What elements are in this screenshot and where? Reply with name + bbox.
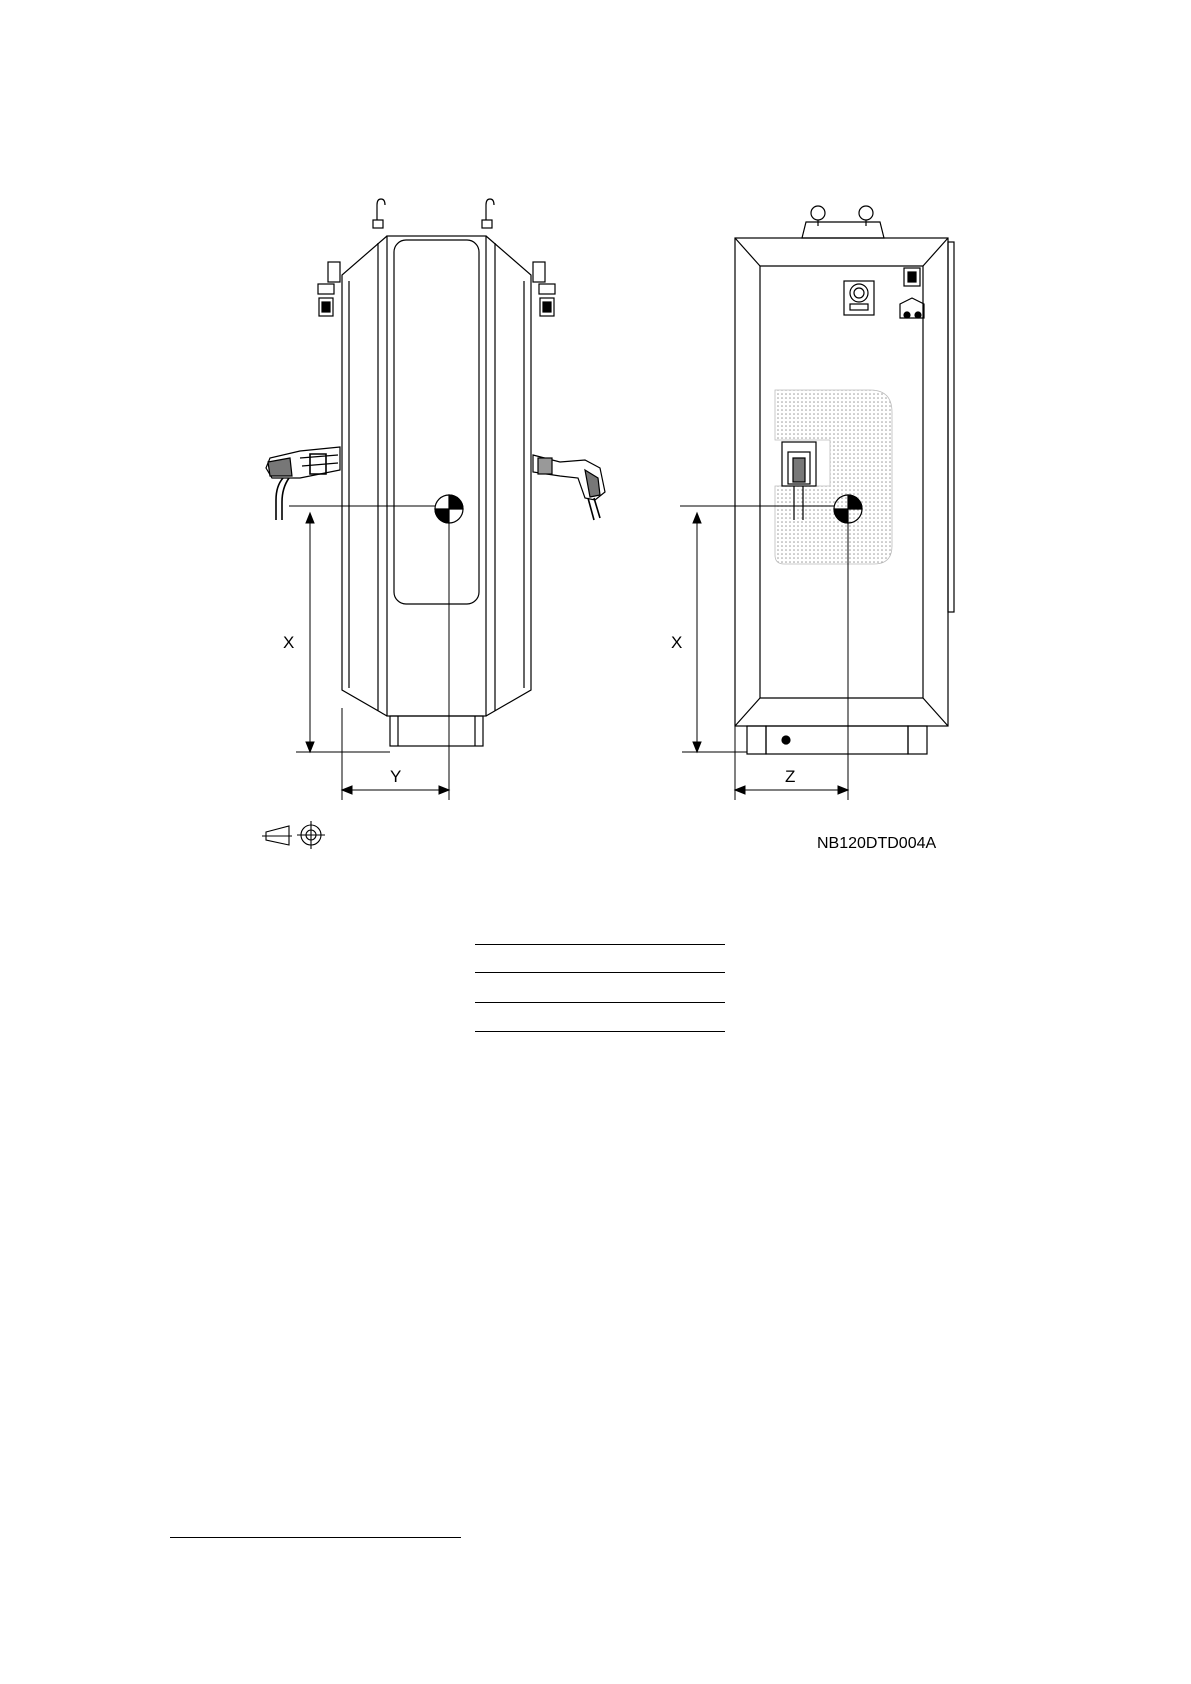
table-rule (475, 1031, 725, 1032)
side-width-label: Y (390, 767, 402, 786)
footnote-separator (170, 1537, 461, 1538)
charging-connector-left (266, 447, 340, 520)
center-of-gravity-marker-side (435, 495, 463, 523)
front-view (680, 206, 954, 800)
central-window (394, 240, 479, 604)
charging-connector-right (533, 455, 605, 520)
foot-right (908, 726, 927, 754)
table-rule (475, 1002, 725, 1003)
base-plinth (390, 716, 483, 746)
base-screw (782, 736, 790, 744)
lifting-hook-left (373, 199, 385, 228)
emergency-stop-button (844, 281, 874, 315)
dimension-lines-side (289, 506, 449, 800)
side-height-label: X (283, 633, 295, 652)
front-width-label: Z (785, 767, 796, 786)
door-lock (900, 268, 924, 318)
side-view (266, 199, 605, 800)
hinge-right (533, 262, 555, 316)
lifting-lugs (802, 206, 884, 238)
foot-left (747, 726, 766, 754)
lifting-hook-right (482, 199, 494, 228)
hinge-left (318, 262, 340, 316)
center-of-gravity-marker-front (834, 495, 862, 523)
table-rule (475, 944, 725, 945)
drawing-number: NB120DTD004A (817, 835, 937, 852)
front-height-label: X (671, 633, 683, 652)
table-rule (475, 972, 725, 973)
central-column (387, 236, 486, 716)
first-angle-projection-icon (262, 821, 325, 849)
